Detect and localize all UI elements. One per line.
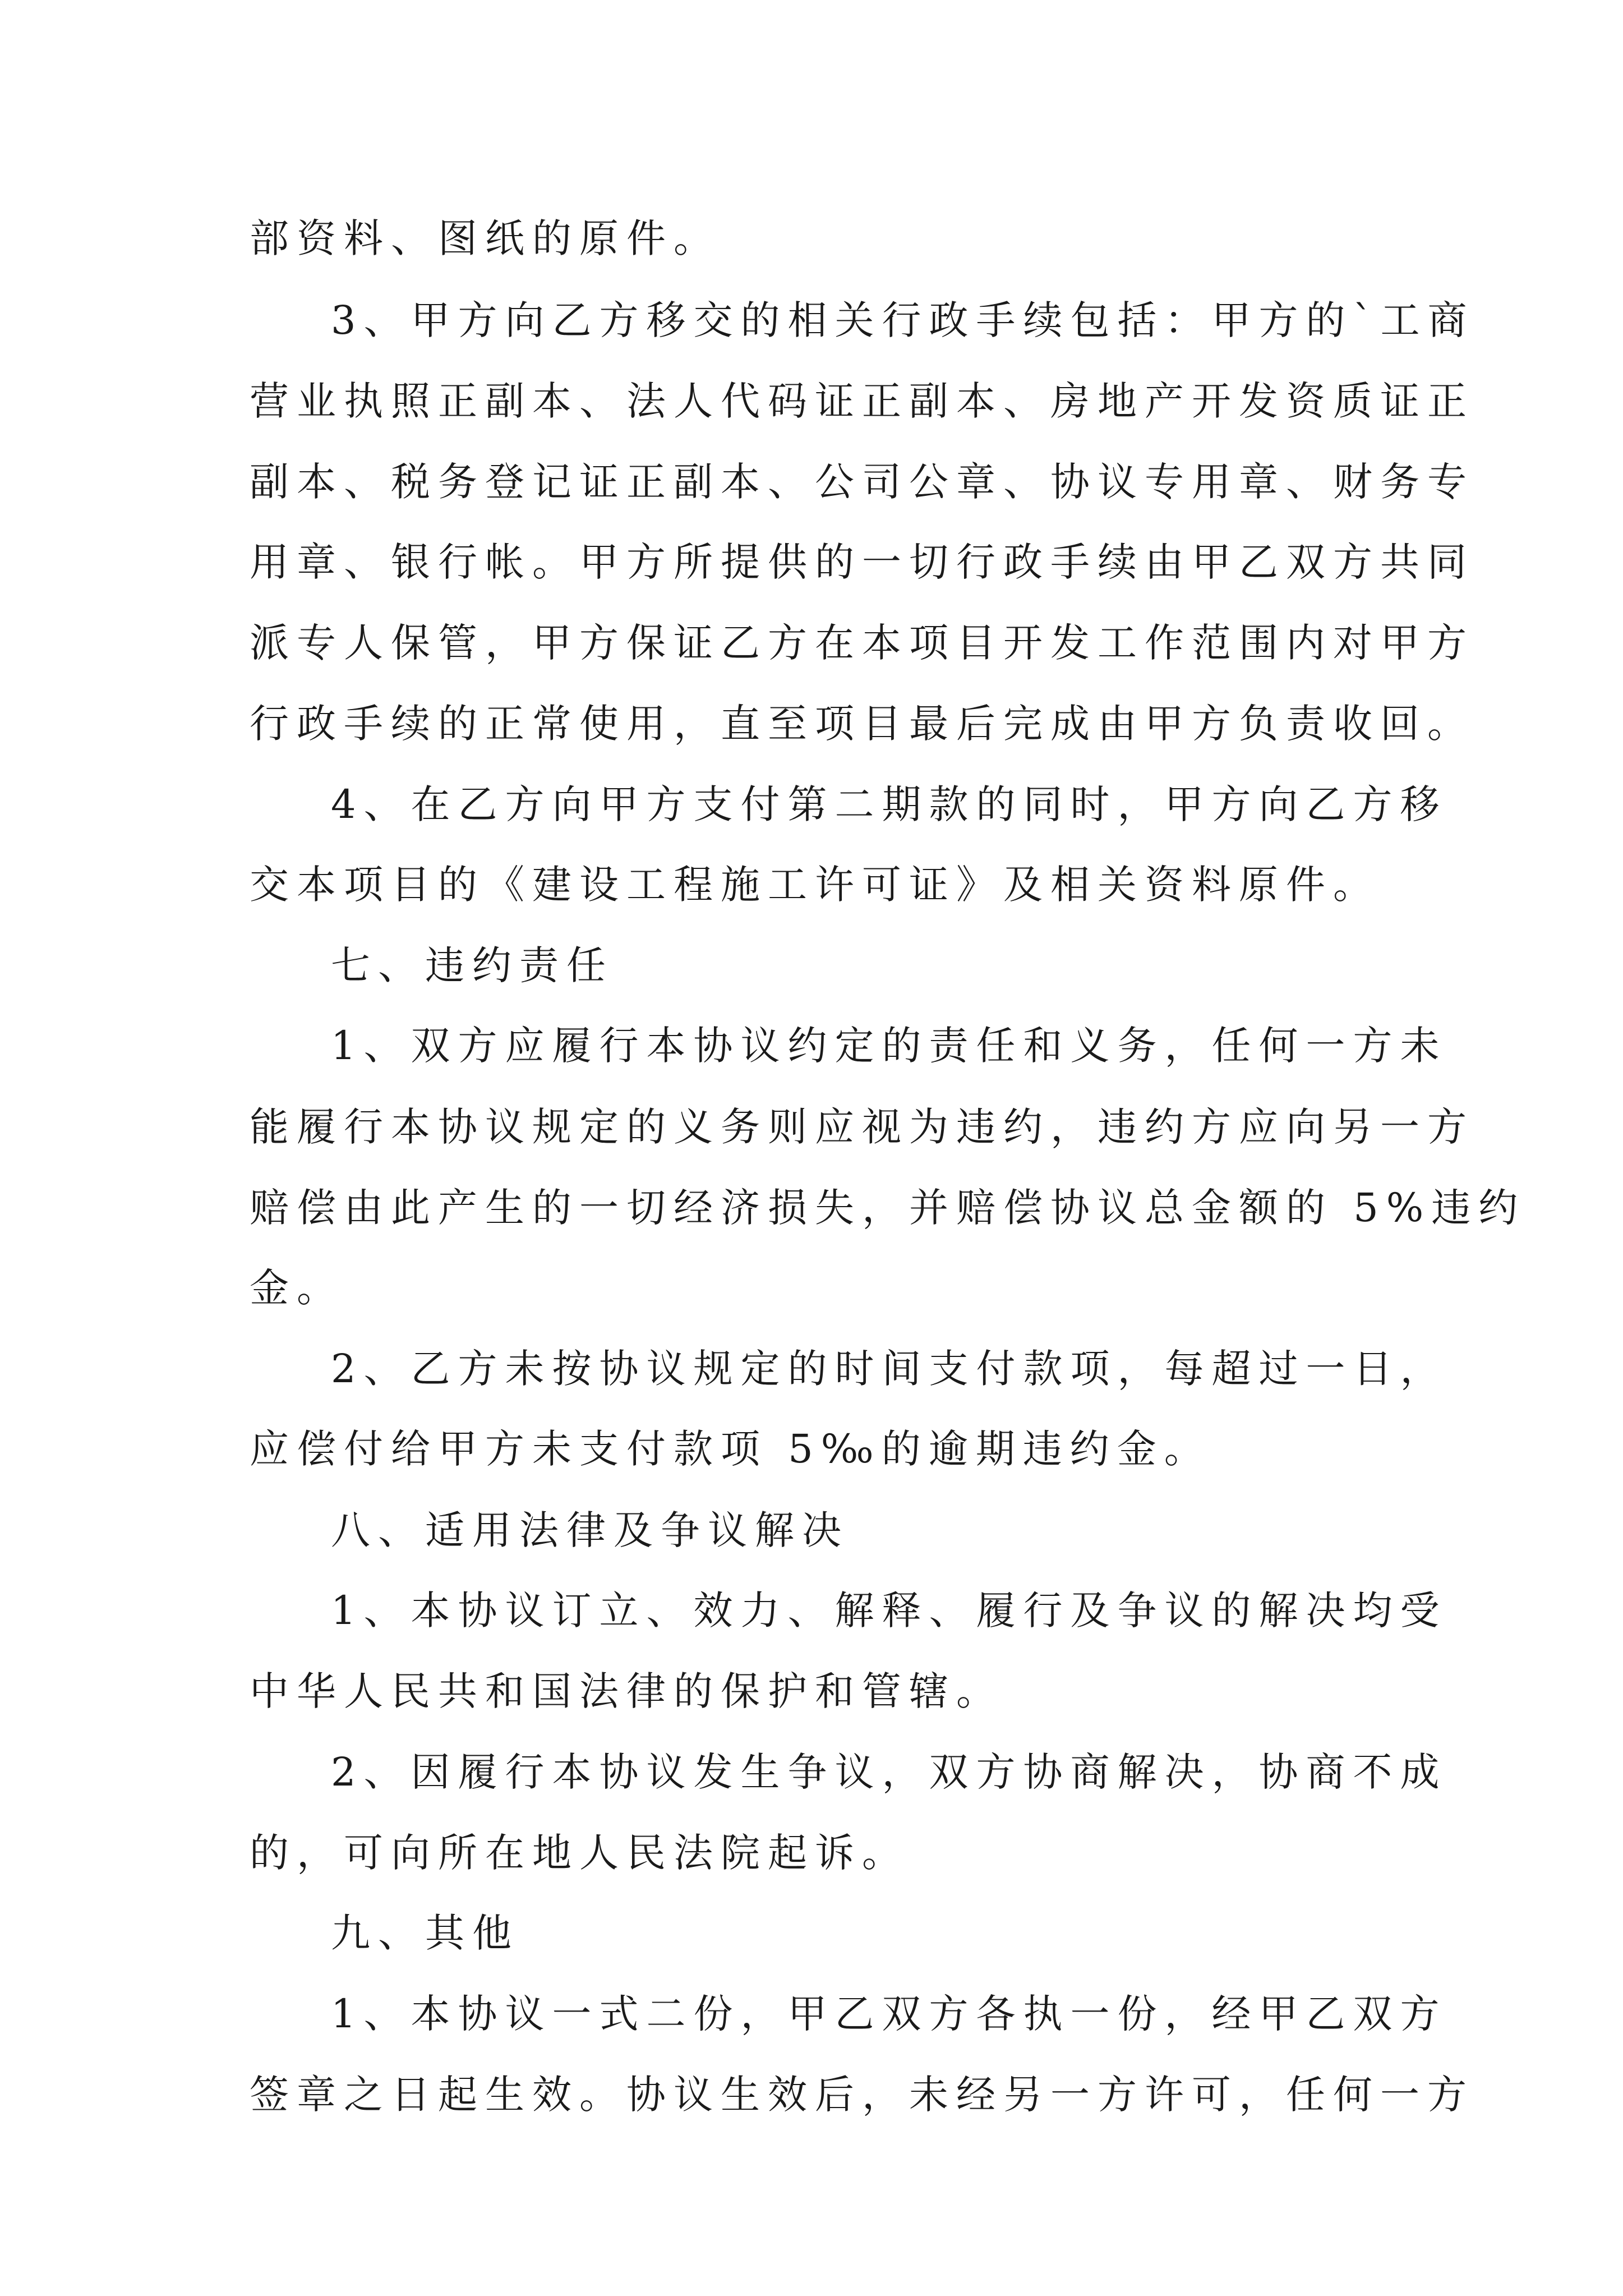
text-line: 应偿付给甲方未支付款项 5‰的逾期违约金。 [250,1426,1211,1472]
text-line: 行政手续的正常使用，直至项目最后完成由甲方负责收回。 [250,701,1474,747]
text-line: 营业执照正副本、法人代码证正副本、房地产开发资质证正 [250,378,1474,424]
text-line: 派专人保管，甲方保证乙方在本项目开发工作范围内对甲方 [250,620,1474,666]
text-line: 部资料、图纸的原件。 [250,215,721,261]
paragraph-start-line: 2、因履行本协议发生争议，双方协商解决，协商不成 [331,1749,1447,1795]
section-heading: 八、适用法律及争议解决 [331,1507,849,1553]
paragraph-start-line: 1、本协议一式二份，甲乙双方各执一份，经甲乙双方 [331,1991,1447,2037]
paragraph-start-line: 4、在乙方向甲方支付第二期款的同时，甲方向乙方移 [331,781,1447,827]
text-line: 副本、税务登记证正副本、公司公章、协议专用章、财务专 [250,459,1474,505]
section-heading: 九、其他 [331,1910,519,1956]
text-line: 签章之日起生效。协议生效后，未经另一方许可，任何一方 [250,2072,1474,2118]
section-heading: 七、违约责任 [331,942,614,988]
paragraph-start-line: 3、甲方向乙方移交的相关行政手续包括：甲方的`工商 [331,297,1475,343]
text-line: 交本项目的《建设工程施工许可证》及相关资料原件。 [250,862,1380,908]
paragraph-start-line: 1、本协议订立、效力、解释、履行及争议的解决均受 [331,1588,1447,1634]
paragraph-start-line: 1、双方应履行本协议约定的责任和义务，任何一方未 [331,1023,1447,1069]
paragraph-start-line: 2、乙方未按协议规定的时间支付款项，每超过一日， [331,1346,1447,1392]
text-line: 的，可向所在地人民法院起诉。 [250,1830,909,1876]
text-line: 用章、银行帐。甲方所提供的一切行政手续由甲乙双方共同 [250,539,1474,585]
text-line: 能履行本协议规定的义务则应视为违约，违约方应向另一方 [250,1104,1474,1150]
text-line: 赔偿由此产生的一切经济损失，并赔偿协议总金额的 5%违约 [250,1185,1526,1231]
text-line: 中华人民共和国法律的保护和管辖。 [250,1668,1003,1714]
text-line: 金。 [250,1265,344,1311]
